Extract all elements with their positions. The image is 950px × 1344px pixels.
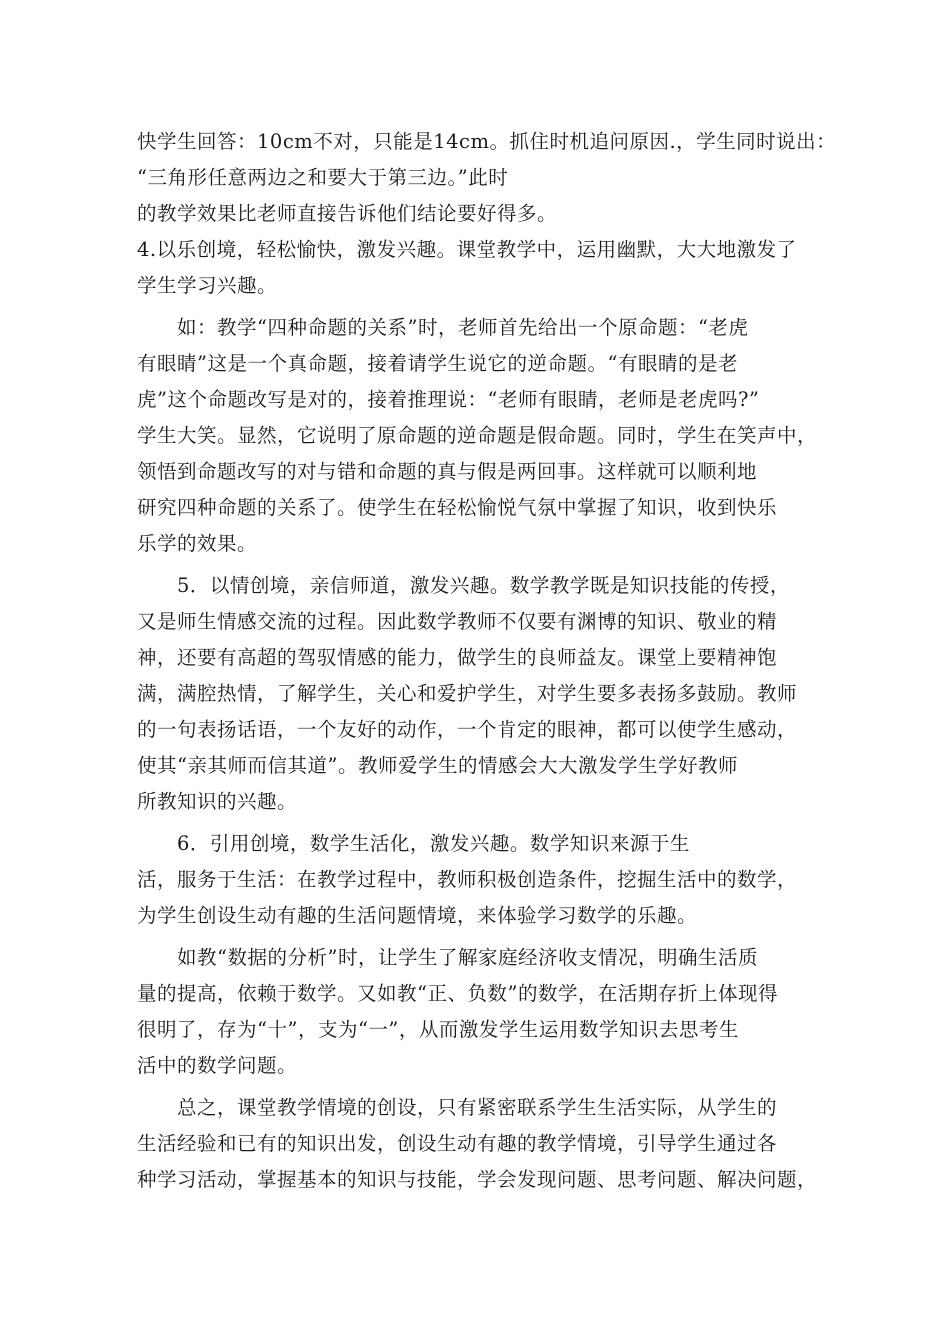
text-line: 的一句表扬话语，一个友好的动作，一个肯定的眼神，都可以使学生感动， [137,718,798,741]
text-line: 有眼睛”这是一个真命题，接着请学生说它的逆命题。“有眼睛的是老 [137,352,738,375]
text-line: “三角形任意两边之和要大于第三边。”此时 [137,166,509,189]
text-line: 为学生创设生动有趣的生活问题情境，来体验学习数学的乐趣。 [137,904,698,927]
text-line: 学生大笑。显然，它说明了原命题的逆命题是假命题。同时，学生在笑声中， [137,424,818,447]
text-line: 活中的数学问题。 [137,1054,298,1077]
text-line: 乐学的效果。 [137,532,258,555]
paragraph-first-line: 6．引用创境，数学生活化，激发兴趣。数学知识来源于生 [177,832,690,855]
text-line: 种学习活动，掌握基本的知识与技能，学会发现问题、思考问题、解决问题， [137,1168,818,1191]
text-line: 生活经验和已有的知识出发，创设生动有趣的教学情境，引导学生通过各 [137,1132,778,1155]
text-line: 虎”这个命题改写是对的，接着推理说：“老师有眼睛，老师是老虎吗?” [137,388,760,411]
text-line: 4.以乐创境，轻松愉快，激发兴趣。课堂教学中，运用幽默，大大地激发了 [137,238,797,261]
text-line: 使其“亲其师而信其道”。教师爱学生的情感会大大激发学生学好教师 [137,754,738,777]
text-line: 又是师生情感交流的过程。因此数学教师不仅要有渊博的知识、敬业的精 [137,610,778,633]
paragraph-first-line: 5．以情创境，亲信师道，激发兴趣。数学教学既是知识技能的传授， [177,574,790,597]
text-line: 满，满腔热情，了解学生，关心和爱护学生，对学生要多表扬多鼓励。教师 [137,682,798,705]
text-line: 学生学习兴趣。 [137,274,278,297]
text-line: 很明了，存为“十”，支为“一”，从而激发学生运用数学知识去思考生 [137,1018,739,1041]
text-line: 的教学效果比老师直接告诉他们结论要好得多。 [137,202,558,225]
text-line: 神，还要有高超的驾驭情感的能力，做学生的良师益友。课堂上要精神饱 [137,646,778,669]
text-line: 所教知识的兴趣。 [137,790,298,813]
paragraph-first-line: 如教“数据的分析”时，让学生了解家庭经济收支情况，明确生活质 [177,946,758,969]
paragraph-first-line: 如：教学“四种命题的关系”时，老师首先给出一个原命题：“老虎 [177,316,749,339]
paragraph-first-line: 总之，课堂教学情境的创设，只有紧密联系学生生活实际，从学生的 [177,1096,778,1119]
text-line: 领悟到命题改写的对与错和命题的真与假是两回事。这样就可以顺利地 [137,460,758,483]
text-line: 研究四种命题的关系了。使学生在轻松愉悦气氛中掌握了知识，收到快乐 [137,496,778,519]
document-body [137,124,853,1198]
text-line: 快学生回答：10cm不对，只能是14cm。抓住时机追问原因.，学生同时说出： [137,130,837,153]
text-line: 活，服务于生活：在教学过程中，教师积极创造条件，挖掘生活中的数学， [137,868,798,891]
text-line: 量的提高，依赖于数学。又如教“正、负数”的数学，在活期存折上体现得 [137,982,778,1005]
